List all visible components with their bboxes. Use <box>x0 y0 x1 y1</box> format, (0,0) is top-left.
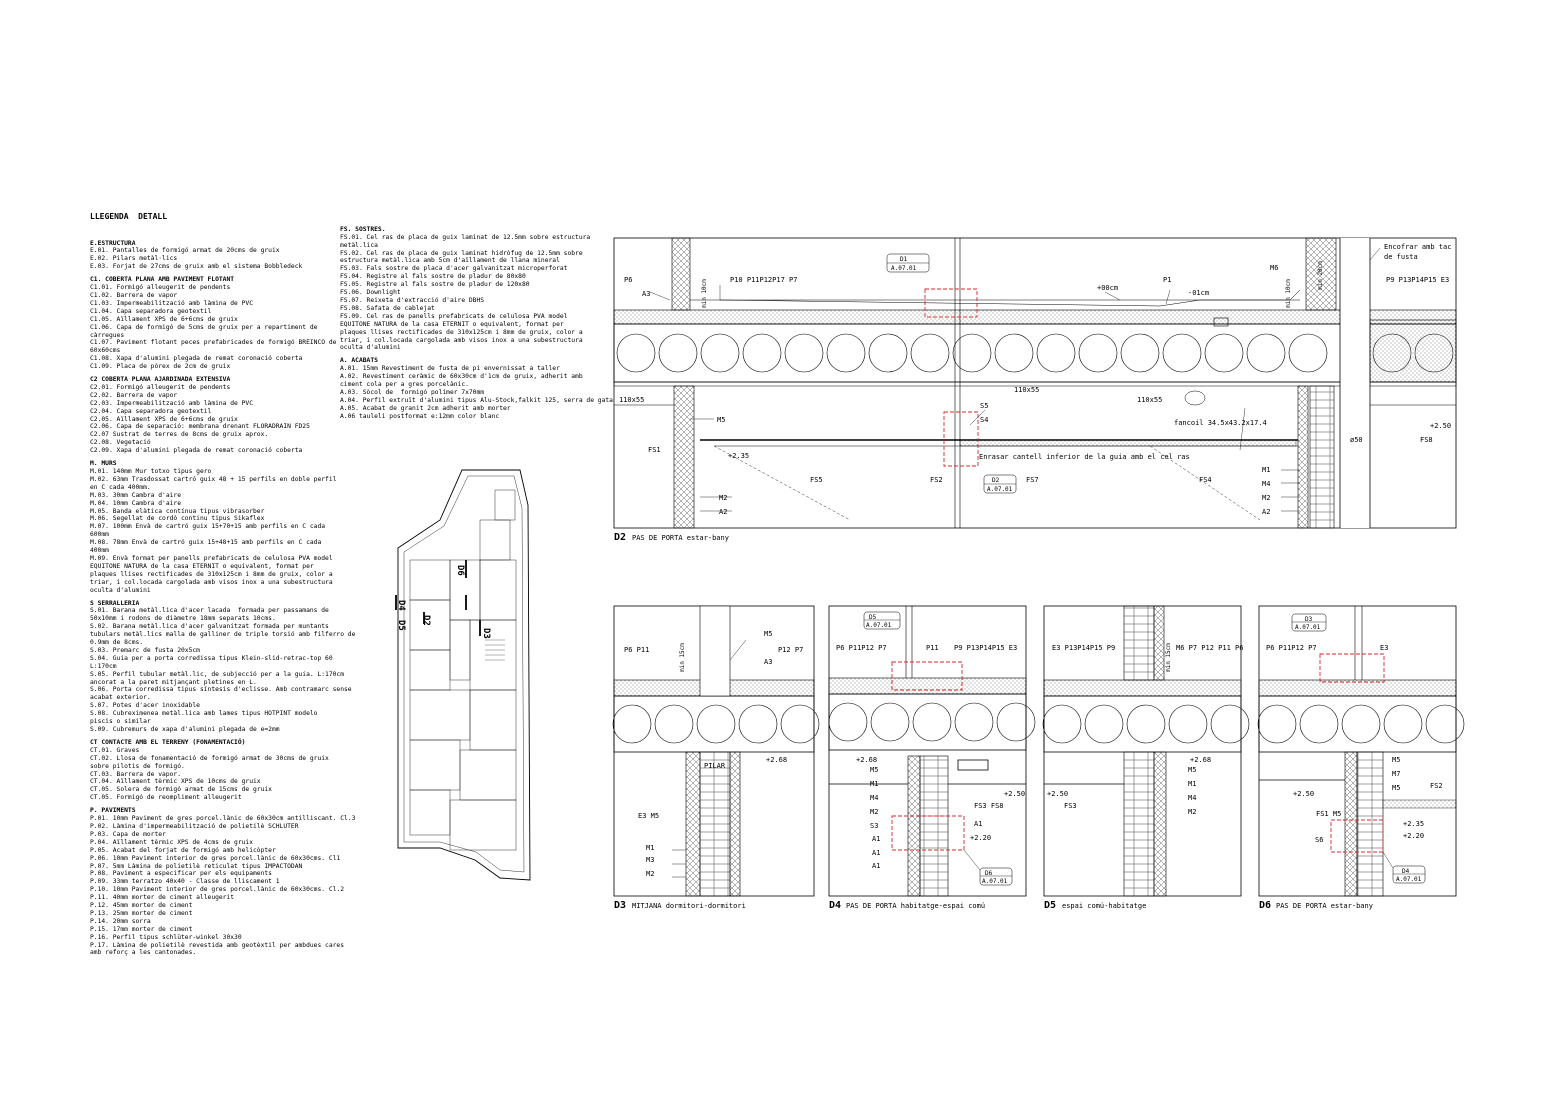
slab-void-circle <box>659 334 697 372</box>
legend-item: A.05. Acabat de granit 2cm adherit amb morter <box>340 404 511 412</box>
d2-label: A2 <box>719 508 728 516</box>
legend-item: ancorat a la paret mitjançant pletines en L. <box>90 678 257 686</box>
d4-label: +2.50 <box>1004 790 1026 798</box>
legend-item: CT.05. Solera de formigó armat de 15cms de gruix <box>90 786 272 794</box>
legend-item: en C cada 400mm. <box>90 483 151 491</box>
d6-label: +2.20 <box>1403 832 1425 840</box>
d4-label: +2.20 <box>970 834 992 842</box>
legend-heading: M. MURS <box>90 460 117 468</box>
d4-label: M2 <box>870 808 879 816</box>
legend-item: FS.08. Safata de cablejat <box>340 304 435 312</box>
d2-label: +2.35 <box>728 452 750 460</box>
slab-void-circle <box>829 703 867 741</box>
legend-item: C2.07 Sustrat de terres de 8cms de gruix aprox. <box>90 431 269 439</box>
legend-item: oculta d'alumini <box>90 586 151 594</box>
slab-void-circle <box>1085 705 1123 743</box>
d2-label: 110x55 <box>1014 386 1040 394</box>
slab-void-circle <box>1169 705 1207 743</box>
d2-label: M4 <box>1262 480 1271 488</box>
legend-item: FS.05. Registre al fals sostre de pladur de 120x80 <box>340 281 530 289</box>
slab-void-circle <box>613 705 651 743</box>
legend-item: E.03. Forjat de 27cms de gruix amb el sistema Bobbledeck <box>90 263 303 271</box>
legend-item: P.08. Paviment a especificar per els equipaments <box>90 870 272 878</box>
d5-label: M1 <box>1188 780 1197 788</box>
legend-item: estructura metàl.lica amb 5cm d'aïllament de llana mineral <box>340 257 560 265</box>
legend-item: M.06. Segellat de cordó continu tipus Sikaflex <box>90 515 265 523</box>
legend-item: C1.07. Paviment flotant peces prefabricades de formigó BREINCO de <box>90 339 337 347</box>
d4-label: S3 <box>870 822 879 830</box>
d6-label: D4 <box>1402 868 1410 875</box>
d6-label: M5 <box>1392 784 1401 792</box>
d4-label: P11 <box>926 644 939 652</box>
slab-void-circle <box>781 705 819 743</box>
d4-caption: PAS DE PORTA habitatge-espai comú <box>846 902 986 910</box>
legend-item: S.06. Porta corredissa tipus síntesis d'eclisse. Amb contramarc sense <box>90 686 352 694</box>
d2-label: P6 <box>624 276 633 284</box>
legend-item: sobre pilotis de formigó. <box>90 762 185 770</box>
legend-item: C1.08. Xapa d'alumini plegada de remat coronació coberta <box>90 355 303 363</box>
slab-void-circle <box>1247 334 1285 372</box>
legend-item: FS.07. Reixeta d'extracció d'aire DBHS <box>340 296 485 304</box>
legend-item: P.06. 10mm Paviment interior de gres porcel.lànic de 60x30cms. Cl1 <box>90 854 341 862</box>
slab-void-circle <box>953 334 991 372</box>
legend-title: LLEGENDA DETALL <box>90 211 168 221</box>
legend-item: CT.01. Graves <box>90 746 140 754</box>
detail-d5 <box>1043 606 1249 911</box>
d2-label: P10 P11P12P17 P7 <box>730 276 798 284</box>
legend-item: C2.08. Vegetació <box>90 439 151 447</box>
d2-label: D2 <box>992 477 1000 484</box>
d6-label: P6 P11P12 P7 <box>1266 644 1317 652</box>
slab-void-circle <box>1163 334 1201 372</box>
legend-item: P.09. 33mm terratzo 40x40 - Classe de lliscament 1 <box>90 878 280 886</box>
legend-item: piscis o similar <box>90 718 151 726</box>
legend-item: M.01. 140mm Mur totxo tipus gero <box>90 468 212 475</box>
slab-void-circle <box>1426 705 1464 743</box>
legend-item: A.04. Perfil extruït d'alumini tipus Alu-Stock,falkit 125, serra de gata <box>340 396 613 404</box>
slab-void-circle <box>1121 334 1159 372</box>
legend-item: P.04. Aïllament tèrmic XPS de 4cms de gruix <box>90 838 254 846</box>
d3-label: M1 <box>646 844 655 852</box>
legend-item: C2.09. Xapa d'alumini plegada de remat coronació coberta <box>90 447 303 455</box>
d4-label: M4 <box>870 794 879 802</box>
legend-item: amb reforç a les cantonades. <box>90 949 197 957</box>
legend-item: C1.09. Placa de pòrex de 2cm de gruix <box>90 363 231 371</box>
legend-item: P.02. Làmina d'impermeabilització de polietilè SCHLUTER <box>90 822 299 830</box>
slab-void-circle <box>1342 705 1380 743</box>
slab-void-circle <box>1079 334 1117 372</box>
d5-label: M2 <box>1188 808 1197 816</box>
d6-label: +2.35 <box>1403 820 1425 828</box>
legend-item: C2.06. Capa de separació: membrana drenant FLORADRAIN FD25 <box>90 423 310 431</box>
legend-item: S.05. Perfil tubular metàl.lic, de subjecció per a la guia. L:170cm <box>90 670 345 678</box>
d2-label: FS7 <box>1026 476 1039 484</box>
d2-label: +00cm <box>1097 284 1119 292</box>
d6-label: FS2 <box>1430 782 1443 790</box>
legend-item: P.15. 17mm morter de ciment <box>90 925 193 933</box>
d2-label: min 10cm <box>701 279 708 308</box>
d4-label: A1 <box>872 849 881 857</box>
slab-void-circle <box>1211 705 1249 743</box>
legend-item: FS.04. Registre al fals sostre de pladur de 80x80 <box>340 273 526 281</box>
legend-item: triar, i col.locada cargolada amb visos inox a una subestructura <box>90 578 333 586</box>
d6-label: S6 <box>1315 836 1324 844</box>
legend-item: triar, i col.locada cargolada amb visos inox a una subestructura <box>340 336 583 344</box>
legend-item: EQUITONE NATURA de la casa ETERNIT o equivalent, format per <box>340 320 564 328</box>
legend-item: FS.06. Downlight <box>340 289 401 297</box>
legend-item: C2.05. Aïllament XPS de 6+6cms de gruix <box>90 415 238 423</box>
d5-label: +2.50 <box>1047 790 1069 798</box>
d3-label: A3 <box>764 658 773 666</box>
d4-label: A.07.01 <box>982 878 1008 885</box>
legend-item: S.01. Barana metàl.lica d'acer lacada formada per passamans de <box>90 607 329 615</box>
d2-label: Enrasar cantell inferior de la guia amb el cel ras <box>979 453 1190 461</box>
d3-label: +2.68 <box>766 756 788 764</box>
legend-item: CT.03. Barrera de vapor. <box>90 770 181 778</box>
legend-heading: P. PAVIMENTS <box>90 807 136 815</box>
d2-label: min 10cm <box>1285 279 1292 308</box>
d2-label: M6 <box>1270 264 1279 272</box>
legend-heading: E.ESTRUCTURA <box>90 239 136 247</box>
legend-item: P.07. 5mm Làmina de polietilè reticulat tipus IMPACTODAN <box>90 862 303 870</box>
legend-item: S.09. Cubremurs de xapa d'alumini plegada de e=2mm <box>90 726 280 733</box>
legend-item: P.05. Acabat del forjat de formigó amb helicòpter <box>90 846 276 854</box>
d2-label: FS4 <box>1199 476 1212 484</box>
d2-label: 110x55 <box>1137 396 1163 404</box>
d3-label: M3 <box>646 856 655 864</box>
d5-label: min 15cm <box>1165 643 1172 672</box>
d2-label: ø50 <box>1350 436 1363 444</box>
d2-label: M2 <box>1262 494 1271 502</box>
d2-label: fancoil 34.5x43.2x17.4 <box>1174 419 1267 427</box>
legend-item: M.02. 63mm Trasdossat cartró guix 48 + 15 perfils en doble perfil <box>90 475 337 483</box>
d4-label: A1 <box>872 862 881 870</box>
d4-label: A.07.01 <box>866 622 892 629</box>
legend-item: P.12. 45mm morter de ciment <box>90 902 193 910</box>
slab-void-circle <box>785 334 823 372</box>
legend-item: M.09. Envà format per panells prefabricats de celulosa PVA model <box>90 554 333 562</box>
legend-item: S.02. Barana metàl.lica d'acer galvanitzat formada per muntants <box>90 623 329 631</box>
legend-item: M.08. 78mm Envà de cartró guix 15+48+15 amb perfils en C cada <box>90 539 322 547</box>
d4-label: D6 <box>985 870 993 877</box>
d5-label: M4 <box>1188 794 1197 802</box>
d3-label: M5 <box>764 630 773 638</box>
d5-label: E3 P13P14P15 P9 <box>1052 644 1116 652</box>
key-label: D4 <box>396 600 406 611</box>
d6-label: FS1 M5 <box>1316 810 1342 818</box>
detail-d6 <box>1258 606 1464 911</box>
legend-item: acabat exterior. <box>90 694 151 702</box>
slab-void-circle <box>871 703 909 741</box>
d6-caption: PAS DE PORTA estar-bany <box>1276 902 1373 910</box>
d2-label: M1 <box>1262 466 1271 474</box>
legend-item: P.16. Perfil tipus schlüter-winkel 30x30 <box>90 933 242 941</box>
d6-label: D3 <box>1305 616 1313 623</box>
slab-void-circle <box>869 334 907 372</box>
legend-item: S.04. Guia per a porta corredissa tipus Klein-slid-retrac-top 60 <box>90 654 333 662</box>
legend-item: C2.02. Barrera de vapor <box>90 391 178 399</box>
legend-item: P.01. 10mm Paviment de gres porcel.lànic de 60x30cm antilliscant. Cl.3 <box>90 815 356 823</box>
d5-caption: espai comú-habitatge <box>1062 902 1147 910</box>
legend-item: C2.03. Impermeabilització amb làmina de PVC <box>90 399 254 407</box>
legend-item: A.03. Sòcol de formigó polímer 7x70mm <box>340 388 485 396</box>
d4-label: A1 <box>974 820 983 828</box>
legend-item: ciment cola per a gres porcelànic. <box>340 381 469 389</box>
key-label: D5 <box>396 620 406 631</box>
slab-void-circle <box>1205 334 1243 372</box>
d4-label: M5 <box>870 766 879 774</box>
d2-label: P1 <box>1163 276 1172 284</box>
d5-label: M6 P7 P12 P11 P6 <box>1176 644 1244 652</box>
legend-item: M.07. 100mm Envà de cartró guix 15+70+15 amb perfils en C cada <box>90 523 326 531</box>
legend-heading: FS. SOSTRES. <box>340 225 386 233</box>
legend-item: 0.9mm de 8cms. <box>90 639 144 647</box>
detail-d2 <box>614 238 1456 543</box>
legend-item: C2.04. Capa separadora geotextil <box>90 407 212 415</box>
slab-void-circle <box>827 334 865 372</box>
d2-label: Encofrar amb tac <box>1384 243 1452 251</box>
legend-item: E.01. Pantalles de formigó armat de 20cms de gruix <box>90 247 280 255</box>
legend-item: C1.04. Capa separadora geotextil <box>90 307 212 315</box>
slab-void-circle <box>1289 334 1327 372</box>
d2-code: D2 <box>614 532 627 543</box>
d2-label: A.07.01 <box>987 486 1013 493</box>
d4-code: D4 <box>829 900 842 911</box>
d4-label: P9 P13P14P15 E3 <box>954 644 1018 652</box>
legend-item: P.10. 10mm Paviment interior de gres porcel.lànic de 60x30cms. Cl.2 <box>90 886 345 894</box>
d2-caption: PAS DE PORTA estar-bany <box>632 534 729 542</box>
legend-item: M.05. Banda elàtica contínua tipus vibrasorber <box>90 507 265 515</box>
d2-label: A2 <box>1262 508 1271 516</box>
d4-label: FS3 FS8 <box>974 802 1004 810</box>
d6-code: D6 <box>1259 900 1272 911</box>
slab-void-circle <box>655 705 693 743</box>
legend-heading: S SERRALLERIA <box>90 599 140 607</box>
slab-void-circle <box>997 703 1035 741</box>
legend-item: C1.05. Aïllament XPS de 6+6cms de gruix <box>90 315 238 323</box>
legend-item: càrregues <box>90 331 125 339</box>
legend-item: C1.01. Formigó alleugerit de pendents <box>90 284 231 292</box>
legend-item: P.17. Làmina de polietilè revestida amb geotèxtil per ambdues cares <box>90 941 345 949</box>
legend-item: plaques llises rectificades de 310x125cm i 8mm de gruix, color a <box>90 570 333 578</box>
d2-label: M2 <box>719 494 728 502</box>
d2-label: P9 P13P14P15 E3 <box>1386 276 1450 284</box>
legend-item: A.06 tauleli postformat e:12mm color blanc <box>340 412 500 420</box>
slab-void-circle <box>955 703 993 741</box>
slab-void-circle <box>1258 705 1296 743</box>
d6-label: +2.50 <box>1293 790 1315 798</box>
legend-item: P.11. 40mm morter de ciment alleugerit <box>90 894 235 902</box>
d3-label: P6 P11 <box>624 646 650 654</box>
key-label: D6 <box>455 565 465 576</box>
legend-item: P.03. Capa de morter <box>90 830 166 838</box>
legend-item: C1.06. Capa de formigó de 5cms de gruix per a repartiment de <box>90 323 318 331</box>
slab-void-circle <box>697 705 735 743</box>
legend-item: 400mm <box>90 547 109 555</box>
legend-item: CT.04. Aïllament tèrmic XPS de 10cms de gruix <box>90 778 261 786</box>
d4-label: P6 P11P12 P7 <box>836 644 887 652</box>
legend-item: EQUITONE NATURA de la casa ETERNIT o equivalent, format per <box>90 562 314 570</box>
d2-label: FS2 <box>930 476 943 484</box>
slab-void-circle <box>913 703 951 741</box>
legend-item: oculta d'alumini <box>340 344 401 352</box>
slab-void-circle <box>617 334 655 372</box>
d3-label: E3 M5 <box>638 812 660 820</box>
d5-label: +2.68 <box>1190 756 1212 764</box>
d3-label: P12 P7 <box>778 646 804 654</box>
d6-label: E3 <box>1380 644 1389 652</box>
legend-item: L:170cm <box>90 662 117 670</box>
d6-label: M7 <box>1392 770 1401 778</box>
d6-label: M5 <box>1392 756 1401 764</box>
d5-code: D5 <box>1044 900 1057 911</box>
d4-label: +2.68 <box>856 756 878 764</box>
legend-item: metàl.lica <box>340 241 378 249</box>
key-label: D3 <box>481 628 491 639</box>
slab-void-circle <box>743 334 781 372</box>
legend-item: S.08. Cubreximenea metàl.lica amb lames tipus HOTPINT modelo <box>90 710 318 718</box>
legend-heading: A. ACABATS <box>340 357 378 365</box>
d4-label: A1 <box>872 835 881 843</box>
d2-label: FS1 <box>648 446 661 454</box>
legend-item: C1.03. Impermeabilització amb làmina de PVC <box>90 299 254 307</box>
slab-void-circle <box>1037 334 1075 372</box>
legend-item: FS.02. Cel ras de placa de guix laminat hidròfug de 12.5mm sobre <box>340 249 583 257</box>
legend-item: CT.05. Formigó de reompliment alleugerit <box>90 794 242 802</box>
slab-void-circle <box>1043 705 1081 743</box>
slab-void-circle <box>995 334 1033 372</box>
legend-heading: C2 COBERTA PLANA AJARDINADA EXTENSIVA <box>90 376 231 384</box>
slab-void-circle <box>739 705 777 743</box>
legend-item: E.02. Pilars metàl·lics <box>90 255 178 263</box>
legend-item: M.04. 10mm Cambra d'aire <box>90 499 181 507</box>
key-plan <box>396 470 530 880</box>
d2-label: S4 <box>980 416 989 424</box>
legend-item: P.13. 25mm morter de ciment <box>90 909 193 917</box>
slab-void-circle <box>911 334 949 372</box>
slab-void-circle <box>1127 705 1165 743</box>
legend-item: M.03. 30mm Cambra d'aire <box>90 491 181 499</box>
legend-item: A.01. 15mm Revestiment de fusta de pi envernissat a taller <box>340 365 560 373</box>
legend-item: C1.02. Barrera de vapor <box>90 291 178 299</box>
d2-label: min 20cm <box>1317 261 1324 290</box>
d3-label: min 15cm <box>679 643 686 672</box>
d2-label: S5 <box>980 402 989 410</box>
legend-item: 50x10mm i rodons de diàmetre 18mm separats 10cms. <box>90 615 276 623</box>
slab-void-circle <box>701 334 739 372</box>
d2-label: 110x55 <box>619 396 645 404</box>
d4-label: D5 <box>869 614 877 621</box>
d3-label: M2 <box>646 870 655 878</box>
legend-item: P.14. 20mm sorra <box>90 917 151 925</box>
d6-label: A.07.01 <box>1396 876 1422 883</box>
d2-label: A.07.01 <box>891 265 917 272</box>
d2-label: -01cm <box>1188 289 1210 297</box>
legend-item: C2.01. Formigó alleugerit de pendents <box>90 383 231 391</box>
key-label: D2 <box>421 615 431 626</box>
d5-label: M5 <box>1188 766 1197 774</box>
legend-item: tubulars metàl.lics malla de galliner de triple torsió amb filferro de <box>90 631 356 639</box>
d4-label: M1 <box>870 780 879 788</box>
d5-label: FS3 <box>1064 802 1077 810</box>
d2-label: +2.50 <box>1430 422 1452 430</box>
detail-d3 <box>613 606 819 911</box>
d2-label: FS5 <box>810 476 823 484</box>
d3-caption: MITJANA dormitori-dormitori <box>632 902 746 910</box>
d6-label: A.07.01 <box>1295 624 1321 631</box>
legend-item: 60x60cms <box>90 347 121 355</box>
legend-item: S.03. Premarc de fusta 20x5cm <box>90 646 200 654</box>
legend-item: FS.09. Cel ras de panells prefabricats de celulosa PVA model <box>340 312 568 320</box>
detail-d4 <box>829 606 1035 911</box>
legend-item: plaques llises rectificades de 310x125cm i 8mm de gruix, color a <box>340 328 583 336</box>
legend-item: FS.03. Fals sostre de placa d'acer galvanitzat microperforat <box>340 265 568 273</box>
legend-item: S.07. Potes d'acer inoxidable <box>90 702 200 710</box>
d2-label: de fusta <box>1384 253 1418 261</box>
d3-label: PILAR <box>704 762 726 770</box>
d2-label: FS8 <box>1420 436 1433 444</box>
legend-item: A.02. Revestiment ceràmic de 60x30cm d'1cm de gruix, adherit amb <box>340 373 583 381</box>
legend-item: 600mm <box>90 531 109 539</box>
legend-heading: C1. COBERTA PLANA AMB PAVIMENT FLOTANT <box>90 276 235 284</box>
d2-label: D1 <box>900 256 908 263</box>
slab-void-circle <box>1384 705 1422 743</box>
d2-label: M5 <box>717 416 726 424</box>
d3-code: D3 <box>614 900 627 911</box>
legend-item: FS.01. Cel ras de placa de guix laminat de 12.5mm sobre estructura <box>340 233 591 241</box>
slab-void-circle <box>1300 705 1338 743</box>
legend-item: CT.02. Llosa de fonamentació de formigó armat de 30cms de gruix <box>90 754 329 762</box>
d2-label: A3 <box>642 290 651 298</box>
legend-heading: CT CONTACTE AMB EL TERRENY (FONAMENTACIÓ) <box>90 738 246 746</box>
